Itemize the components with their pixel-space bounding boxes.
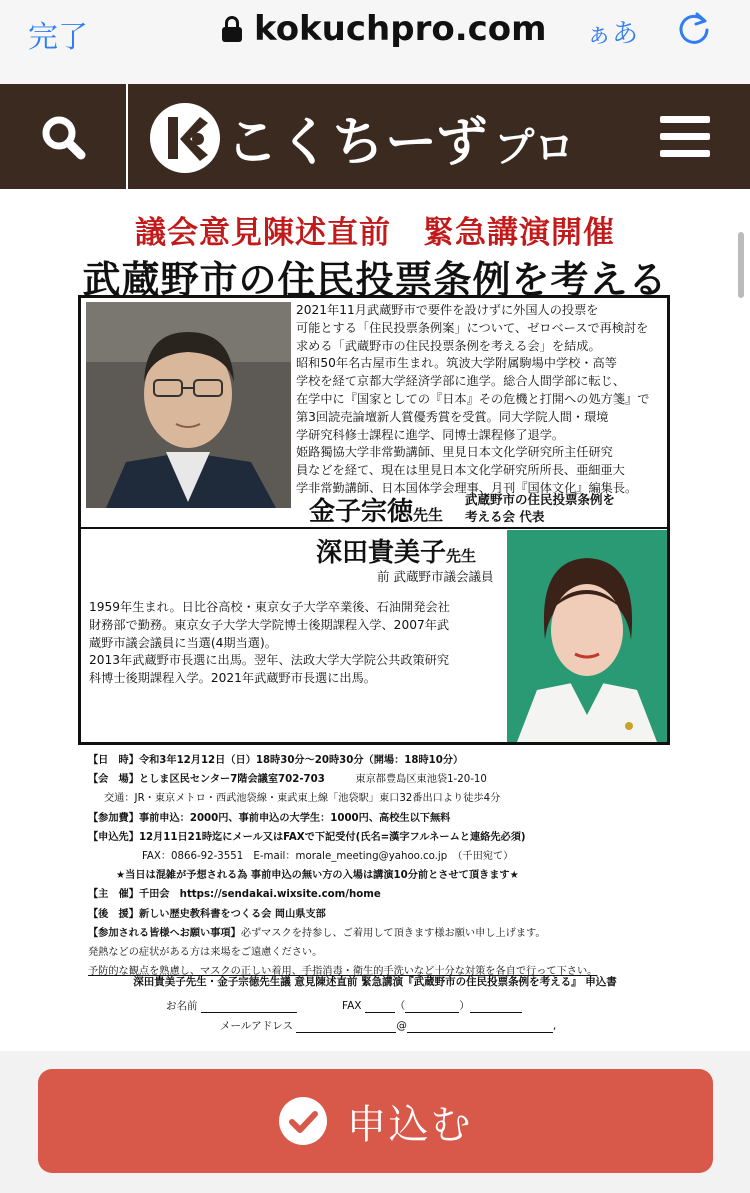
speaker1-name-text: 金子宗徳 [309, 497, 414, 527]
site-header [0, 84, 750, 189]
access-row: 交通：JR・東京メトロ・西武池袋線・東武東上線「池袋駅」東口32番出口より徒歩4分 [104, 793, 501, 805]
bio-line: 可能とする「住民投票条例案」について、ゼロベースで再検討を [296, 320, 649, 335]
text-size-button[interactable]: ぁあ [586, 19, 639, 49]
fee-row [88, 809, 688, 828]
venue-value: としま区民センター7階会議室702-703 [138, 774, 325, 786]
fax-line [365, 1002, 395, 1013]
email-line [296, 1022, 396, 1033]
bio-line: 員などを経て、現在は里見日本文化学研究所所長、亜細亜大 [296, 463, 625, 478]
host-value: 千田会 https://sendakai.wixsite.com/home [138, 889, 381, 901]
fee-label: 【参加費】 [88, 812, 139, 824]
support-row [88, 905, 688, 924]
fax-label: FAX [342, 1000, 362, 1012]
email-comma: , [552, 1020, 557, 1032]
support-value: 新しい歴史教科書をつくる会 岡山県支部 [138, 908, 326, 920]
speakers-box [78, 295, 670, 745]
done-button[interactable]: 完了 [28, 20, 88, 55]
search-icon [0, 84, 128, 189]
fax-line [470, 1002, 522, 1013]
bio-line: 姫路獨協大学非常勤講師、里見日本文化学研究所主任研究 [296, 445, 613, 460]
prevention-row: 予防的な観点を熟慮し、マスクの正しい着用、手指消毒・衛生的手洗いなど十分な対策を各自で行って下さい。 [88, 966, 598, 978]
address-bar[interactable] [222, 9, 547, 49]
bio-line: 学校を経て京都大学経済学部に進学。総合人間学部に転じ、 [296, 374, 626, 389]
box-divider [81, 527, 667, 529]
hamburger-menu-icon[interactable] [660, 116, 710, 158]
speaker2-bio [89, 599, 499, 688]
speaker2-name-text: 深田貴美子 [316, 538, 447, 568]
flyer-title: 武蔵野市の住民投票条例を考える [82, 257, 668, 302]
host-row [88, 885, 688, 904]
venue-label: 【会 場】 [88, 774, 139, 786]
role-line: 考える会 代表 [465, 509, 545, 524]
speaker1-bio [296, 302, 658, 498]
bio-line: 学非常勤講師、日本国体学会理事、月刊『国体文化』編集長。 [296, 480, 638, 495]
speaker2-name [316, 532, 476, 569]
application-form [60, 974, 690, 1032]
search-button[interactable] [0, 84, 128, 189]
speaker2-photo [507, 530, 667, 742]
request-row [88, 924, 688, 943]
brand-sub: プロ [494, 125, 575, 171]
event-flyer [0, 189, 750, 1051]
form-name-row [166, 998, 297, 1013]
host-label: 【主 催】 [88, 889, 139, 901]
bio-line: 第3回読売論壇新人賞優秀賞を受賞。同大学院人間・環境 [296, 409, 609, 424]
venue-address: 東京都豊島区東池袋1-20-10 [355, 774, 487, 786]
form-email-row [220, 1018, 556, 1033]
at-sign: @ [396, 1020, 407, 1032]
bio-line: 蔵野市議会議員に当選(4期当選)。 [89, 635, 277, 650]
apply-label: 【申込先】 [88, 831, 139, 843]
bio-line: 財務部で勤務。東京女子大学大学院博士後期課程入学、2007年武 [89, 617, 450, 632]
role-line: 武蔵野市の住民投票条例を [465, 492, 616, 507]
bio-line: 昭和50年名古屋市生まれ。筑波大学附属駒場中学校・高等 [296, 356, 617, 371]
brand-name: こくちーず [226, 113, 489, 173]
date-row [88, 751, 688, 770]
apply-value: 12月11日21時迄にメール又はFAXで下記受付(氏名=漢字フルネームと連絡先必須) [138, 831, 526, 843]
email-label: メールアドレス [220, 1020, 293, 1032]
contact-row: FAX：0866-92-3551 E-mail：morale_meeting@yahoo.co.jp （千田宛て） [142, 851, 514, 863]
speaker1-photo [86, 302, 291, 508]
event-details [88, 751, 688, 981]
email-line [407, 1022, 553, 1033]
bio-line: 学研究科修士課程に進学、同博士課程修了退学。 [296, 427, 565, 442]
request-value: 必ずマスクを持参し、ご着用して頂きます様お願い申し上げます。 [240, 927, 546, 939]
speaker2-honorific: 先生 [446, 547, 477, 565]
scroll-indicator[interactable] [738, 232, 744, 298]
bio-line: 在学中に『国家としての『日本』その危機と打開への処方箋』で [296, 391, 650, 406]
lock-icon [222, 16, 242, 42]
support-label: 【後 援】 [88, 908, 139, 920]
bio-line: 2013年武蔵野市長選に出馬。翌年、法政大学大学院公共政策研究 [89, 653, 450, 668]
date-value: 令和3年12月12日（日）18時30分～20時30分（開場：18時10分） [138, 755, 464, 766]
speaker1-honorific: 先生 [413, 506, 444, 524]
fax-paren-close: ） [459, 1000, 470, 1012]
request-label: 【参加される皆様へお願い事項】 [88, 927, 241, 939]
bio-line: 1959年生まれ。日比谷高校・東京女子大学卒業後、石油開発会社 [89, 600, 450, 614]
apply-button-label: 申込む [346, 1101, 473, 1148]
bio-line: 科博士後期課程入学。2021年武蔵野市長選に出馬。 [89, 671, 376, 686]
name-line [201, 1002, 297, 1013]
brand-logo[interactable] [150, 100, 574, 175]
fax-paren-open: （ [394, 1000, 406, 1012]
url-text: kokuchpro.com [254, 9, 547, 49]
notice-row: ★当日は混雑が予想される為 事前申込の無い方の入場は講演10分前とさせて頂きます★ [116, 870, 519, 882]
speaker1-role [465, 491, 665, 525]
speaker1-name [309, 491, 443, 528]
apply-button[interactable] [38, 1069, 713, 1173]
apply-row [88, 828, 688, 847]
name-label: お名前 [166, 1000, 198, 1012]
form-title: 深田貴美子先生・金子宗徳先生議 意見陳述直前 緊急講演『武蔵野市の住民投票条例を考える』 申込書 [133, 976, 617, 988]
date-label: 【日 時】 [88, 755, 139, 766]
flyer-subtitle: 議会意見陳述直前 緊急講演開催 [135, 215, 615, 251]
form-fax-row [342, 998, 522, 1013]
bio-line: 2021年11月武蔵野市で要件を設けずに外国人の投票を [296, 303, 599, 317]
speaker2-role: 前 武蔵野市議会議員 [377, 569, 494, 584]
fax-line [405, 1002, 459, 1013]
fee-value: 事前申込：2000円、事前申込の大学生：1000円、高校生以下無料 [138, 812, 451, 824]
venue-row [88, 770, 688, 789]
reload-icon[interactable] [676, 10, 712, 46]
check-circle-icon [279, 1097, 327, 1145]
browser-toolbar [0, 0, 750, 85]
brand-logo-icon [150, 103, 220, 173]
fever-row: 発熱などの症状がある方は来場をご遠慮ください。 [88, 947, 323, 959]
bio-line: 求める「武蔵野市の住民投票条例を考える会」を結成。 [296, 338, 601, 353]
